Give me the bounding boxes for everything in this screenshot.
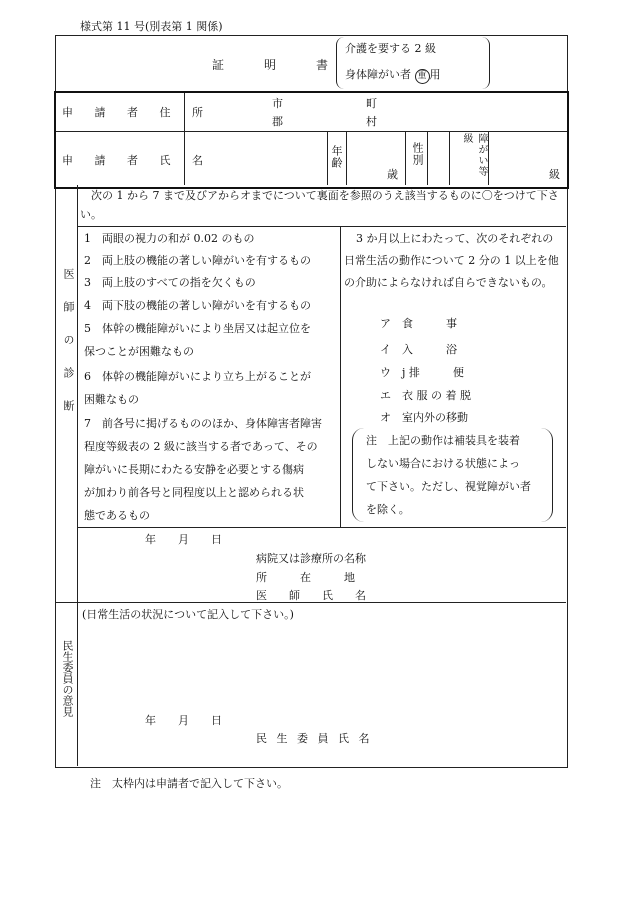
form-number: 様式第 11 号(別表第 1 関係): [80, 20, 223, 33]
activity-intro: 日常生活の動作について 2 分の 1 以上を他: [344, 254, 559, 267]
divider: [56, 131, 567, 132]
title-note-text: 身体障がい者: [345, 68, 411, 81]
address-label: 申 請 者 住 所: [62, 106, 212, 119]
doctor-side-label: 医師の診断: [62, 268, 75, 433]
divider: [346, 132, 347, 185]
name-label: 申 請 者 氏 名: [62, 154, 212, 167]
activity-intro: の介助によらなければ自らできないもの。: [344, 276, 553, 289]
title-note-suffix: 用: [429, 68, 441, 81]
commissioner-name-label: 民 生 委 員 氏 名: [256, 732, 373, 745]
criteria-item: 2 両上肢の機能の著しい障がいを有するもの: [84, 254, 311, 267]
criteria-item: 4 両下肢の機能の著しい障がいを有するもの: [84, 299, 311, 312]
commissioner-instruction: (日常生活の状況について記入して下さい。): [82, 608, 294, 621]
title-note-line1: 介護を要する 2 級: [345, 42, 436, 55]
activity-note: を除く。: [366, 503, 410, 516]
divider: [77, 602, 78, 766]
doctor-name-label: 医 師 氏 名: [256, 589, 366, 602]
divider: [449, 132, 450, 185]
hospital-location-label: 所 在 地: [256, 571, 355, 584]
criteria-item-cont: 保つことが困難なもの: [84, 345, 194, 358]
activity-note: しない場合における状態によっ: [366, 457, 520, 470]
activity-item: エ 衣 服 の 着 脱: [380, 389, 471, 402]
county-label: 郡: [272, 115, 283, 128]
criteria-item: 7 前各号に掲げるもののほか、身体障害者障害: [84, 417, 322, 430]
divider: [77, 527, 566, 528]
hospital-name-label: 病院又は診療所の名称: [256, 552, 366, 565]
town-label: 町: [366, 97, 377, 110]
title-note-line2: [345, 66, 441, 84]
criteria-item-cont: 程度等級表の 2 級に該当する者であって、その: [84, 440, 318, 453]
sex-label: 性別: [411, 142, 424, 166]
divider: [77, 185, 78, 602]
doctor-instruction: 次の 1 から 7 まで及びアからオまでについて裏面を参照のうえ該当するものに〇をつけて下さい。: [80, 189, 559, 221]
activity-note: て下さい。ただし、視覚障がい者: [366, 480, 531, 493]
age-label: 年齢: [330, 145, 343, 169]
commissioner-side-label: 民生委員の意見: [61, 640, 74, 717]
grade-unit: 級: [549, 168, 560, 181]
activity-item: ア 食 事: [380, 317, 457, 330]
commissioner-date: 年 月 日: [145, 714, 222, 727]
criteria-item: 5 体幹の機能障がいにより坐居又は起立位を: [84, 322, 311, 335]
criteria-item: 1 両眼の視力の和が 0.02 のもの: [84, 232, 255, 245]
certificate-title: 証 明 書: [212, 58, 343, 72]
criteria-item: 3 両上肢のすべての指を欠くもの: [84, 276, 256, 289]
activity-item: オ 室内外の移動: [380, 411, 468, 424]
activity-item: ウ j 排 便: [380, 366, 464, 379]
divider: [427, 132, 428, 185]
divider: [77, 226, 566, 227]
criteria-item: 6 体幹の機能障がいにより立ち上がることが: [84, 370, 311, 383]
activity-item: イ 入 浴: [380, 343, 457, 356]
criteria-item-cont: 態であるもの: [84, 509, 150, 522]
age-unit: 歳: [387, 168, 398, 181]
activity-intro: 3 か月以上にわたって、次のそれぞれの: [356, 232, 554, 245]
activity-note: 注 上記の動作は補装具を装着: [366, 434, 520, 447]
criteria-item-cont: が加わり前各号と同程度以上と認められる状: [84, 486, 304, 499]
footer-note: 注 太枠内は申請者で記入して下さい。: [90, 777, 288, 790]
criteria-item-cont: 障がいに長期にわたる安静を必要とする傷病: [84, 463, 304, 476]
divider: [340, 226, 341, 527]
criteria-item-cont: 困難なもの: [84, 393, 139, 406]
divider: [405, 132, 406, 185]
disability-grade-label: 障がい等級: [461, 133, 487, 177]
doctor-date: 年 月 日: [145, 533, 222, 546]
seal-icon: 重: [415, 69, 430, 84]
divider: [55, 602, 566, 603]
city-label: 市: [272, 97, 283, 110]
village-label: 村: [366, 115, 377, 128]
